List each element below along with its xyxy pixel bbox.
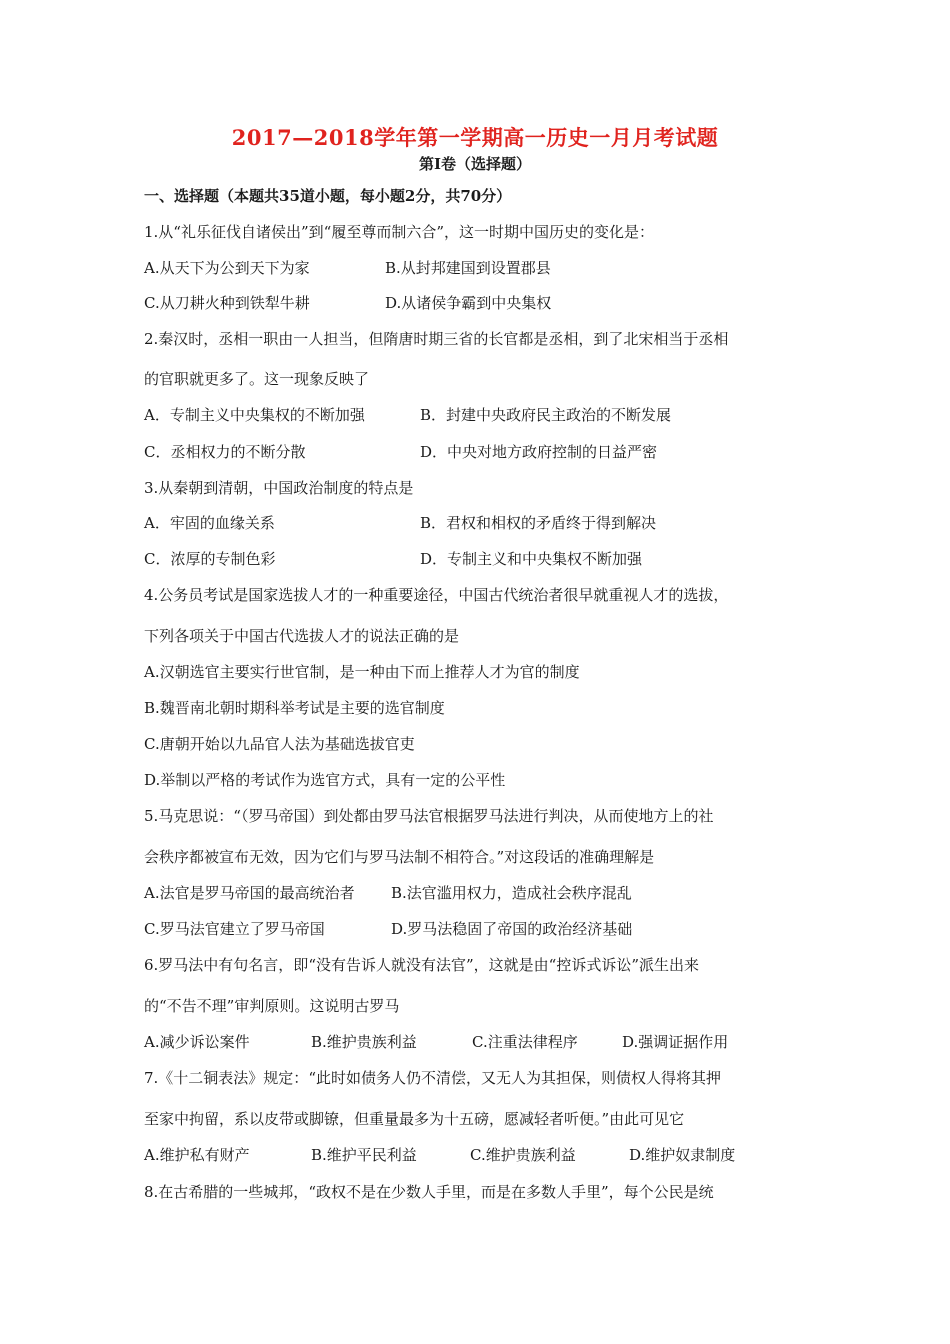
question-4-option-b: B.魏晋南北朝时期科举考试是主要的选官制度 [144,699,445,717]
section-heading: 一、选择题（本题共35道小题，每小题2分，共70分） [144,187,512,205]
question-7-option-a: A.维护私有财产 [144,1146,250,1164]
question-3-option-a: A．牢固的血缘关系 [144,514,275,532]
question-2-stem-line-1: 2.秦汉时，丞相一职由一人担当，但隋唐时期三省的长官都是丞相，到了北宋相当于丞相 [144,330,729,348]
question-1-stem-line-1: 1.从“礼乐征伐自诸侯出”到“履至尊而制六合”，这一时期中国历史的变化是： [144,223,654,241]
question-8-stem-line-1: 8.在古希腊的一些城邦，“政权不是在少数人手里，而是在多数人手里”，每个公民是统 [144,1183,714,1201]
question-5-stem-line-2: 会秩序都被宣布无效，因为它们与罗马法制不相符合。”对这段话的准确理解是 [144,848,655,866]
question-6-option-d: D.强调证据作用 [622,1033,729,1051]
question-3-stem-line-1: 3.从秦朝到清朝，中国政治制度的特点是 [144,479,414,497]
question-6-option-a: A.减少诉讼案件 [144,1033,250,1051]
question-5-stem-line-1: 5.马克思说：“（罗马帝国）到处都由罗马法官根据罗马法进行判决，从而使地方上的社 [144,807,714,825]
question-5-options-row-2 [144,919,633,939]
question-3-option-b: B．君权和相权的矛盾终于得到解决 [420,514,657,532]
question-3-options-row-2 [144,549,643,569]
question-7-options-row [144,1145,736,1165]
question-4-option-a: A.汉朝选官主要实行世官制，是一种由下而上推荐人才为官的制度 [144,663,580,681]
question-2-option-b: B．封建中央政府民主政治的不断发展 [420,406,672,424]
question-5-option-a: A.法官是罗马帝国的最高统治者 [144,884,355,902]
question-1-option-d: D.从诸侯争霸到中央集权 [385,294,552,312]
question-6-options-row [144,1032,729,1052]
question-3-option-d: D．专制主义和中央集权不断加强 [420,550,643,568]
question-3-options-row-1 [144,513,657,533]
exam-subtitle: 第Ⅰ卷（选择题） [418,155,532,173]
question-5-option-d: D.罗马法稳固了帝国的政治经济基础 [391,920,633,938]
question-4-option-d: D.举制以严格的考试作为选官方式，具有一定的公平性 [144,771,506,789]
question-5-option-b: B.法官滥用权力，造成社会秩序混乱 [391,884,632,902]
question-1-option-a: A.从天下为公到天下为家 [144,259,310,277]
question-2-options-row-2 [144,442,658,462]
question-6-stem-line-1: 6.罗马法中有句名言，即“没有告诉人就没有法官”，这就是由“控诉式诉讼”派生出来 [144,956,699,974]
question-1-option-c: C.从刀耕火种到铁犁牛耕 [144,294,310,312]
question-2-options-row-1 [144,405,672,425]
question-7-option-c: C.维护贵族利益 [470,1146,576,1164]
question-4-stem-line-1: 4.公务员考试是国家选拔人才的一种重要途径，中国古代统治者很早就重视人才的选拔， [144,586,729,604]
question-2-option-d: D．中央对地方政府控制的日益严密 [420,443,658,461]
question-7-option-b: B.维护平民利益 [311,1146,417,1164]
question-5-options-row-1 [144,883,632,903]
question-1-options-row-2 [144,293,552,313]
exam-title: 2017—2018学年第一学期高一历史一月月考试题 [231,125,719,150]
question-2-option-a: A．专制主义中央集权的不断加强 [144,406,365,424]
question-7-stem-line-2: 至家中拘留，系以皮带或脚镣，但重量最多为十五磅，愿减轻者听便。”由此可见它 [144,1110,685,1128]
question-3-option-c: C．浓厚的专制色彩 [144,550,276,568]
question-6-stem-line-2: 的“不告不理”审判原则。这说明古罗马 [144,997,400,1015]
question-4-stem-line-2: 下列各项关于中国古代选拔人才的说法正确的是 [144,627,460,645]
question-4-option-c: C.唐朝开始以九品官人法为基础选拔官吏 [144,735,415,753]
question-6-option-b: B.维护贵族利益 [311,1033,417,1051]
question-5-option-c: C.罗马法官建立了罗马帝国 [144,920,325,938]
question-7-stem-line-1: 7.《十二铜表法》规定：“此时如债务人仍不清偿，又无人为其担保，则债权人得将其押 [144,1069,721,1087]
question-2-stem-line-2: 的官职就更多了。这一现象反映了 [144,370,370,388]
question-6-option-c: C.注重法律程序 [472,1033,578,1051]
question-1-option-b: B.从封邦建国到设置郡县 [385,259,551,277]
question-2-option-c: C．丞相权力的不断分散 [144,443,306,461]
question-1-options-row-1 [144,258,551,278]
question-7-option-d: D.维护奴隶制度 [629,1146,736,1164]
